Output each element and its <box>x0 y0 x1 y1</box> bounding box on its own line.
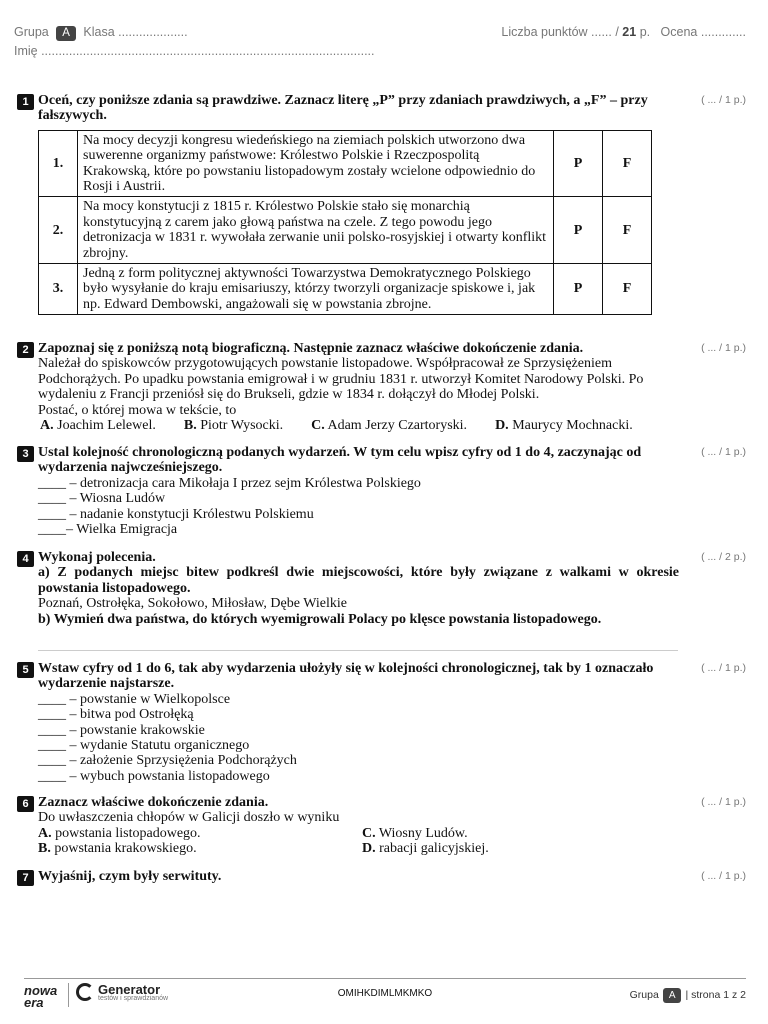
question-stem: Do uwłaszczenia chłopów w Galicji doszło w wyniku <box>38 810 340 826</box>
table-row <box>39 197 652 264</box>
statement-text: Jedną z form politycznej aktywności Towarzystwa Demokratycznego Polskiego było wysyłanie do kraju emisariuszy, którzy tworzyli organizacje spiskowe i, jak np. Edward Dembowski, angażowali się w powstania zbrojne. <box>78 264 554 315</box>
answer-option[interactable]: B. powstania krakowskiego. <box>38 841 197 857</box>
name-field: Imię ................................................................................................ <box>14 44 375 58</box>
question-number: 1 <box>17 94 34 110</box>
answer-option[interactable]: A. Joachim Lelewel. <box>40 418 156 434</box>
question-5 <box>17 661 679 784</box>
list-item[interactable]: ____– Wielka Emigracja <box>38 522 178 538</box>
question-1 <box>17 93 679 315</box>
places-list[interactable]: Poznań, Ostrołęka, Sokołowo, Miłosław, Dębe Wielkie <box>38 596 347 612</box>
answer-option[interactable]: C. Wiosny Ludów. <box>362 825 468 841</box>
header-group <box>14 25 188 41</box>
answer-options <box>40 418 679 433</box>
question-title: Wstaw cyfry od 1 do 6, tak aby wydarzenia ułożyły się w kolejności chronologicznej, tak by 1 oznaczało wydarzenie najstarsze. <box>38 661 654 692</box>
list-item[interactable]: ____ – nadanie konstytucji Królestwu Polskiemu <box>38 506 314 522</box>
false-option[interactable]: F <box>603 130 652 197</box>
generator-logo: Generator testów i sprawdzianów <box>76 982 168 1002</box>
points-unit: p. <box>639 25 651 39</box>
question-6 <box>17 795 679 857</box>
question-7-points: ( ... / 1 p.) <box>701 870 746 882</box>
grade-field: Ocena ............. <box>660 25 746 39</box>
false-option[interactable]: F <box>603 197 652 264</box>
question-number: 2 <box>17 342 34 358</box>
task-b: b) Wymień dwa państwa, do których wyemigrowali Polacy po klęsce powstania listopadowego. <box>38 611 602 627</box>
question-number: 3 <box>17 446 34 462</box>
row-number: 1. <box>39 130 78 197</box>
test-code: OMIHKDIMLMKMKO <box>337 988 433 999</box>
question-title: Zaznacz właściwe dokończenie zdania. <box>38 795 269 810</box>
list-item[interactable]: ____ – detronizacja cara Mikołaja I przez sejm Królestwa Polskiego <box>38 475 421 491</box>
question-5-points: ( ... / 1 p.) <box>701 662 746 674</box>
answer-option[interactable]: B. Piotr Wysocki. <box>183 418 284 434</box>
nowa-era-logo: nowa era <box>24 983 58 1010</box>
header-score <box>501 25 746 39</box>
question-3-points: ( ... / 1 p.) <box>701 446 746 458</box>
answer-option[interactable]: A. powstania listopadowego. <box>38 825 201 841</box>
question-2-points: ( ... / 1 p.) <box>701 342 746 354</box>
question-6-points: ( ... / 1 p.) <box>701 796 746 808</box>
question-number: 7 <box>17 870 34 886</box>
question-2 <box>17 341 679 433</box>
true-option[interactable]: P <box>554 130 603 197</box>
biography-text: Należał do spiskowców przygotowujących powstanie listopadowe. Współpracował ze Sprzysiężeniem Podchorążych. Po upadku powstania emigrował i w grudniu 1831 r. utworzył Komitet Narodowy Polski. Po wydaleniu z Francji przeniósł się do Brukseli, gdzie w 1834 r. dołączył do Młodej Polski. <box>38 356 644 403</box>
question-title: Ustal kolejność chronologiczną podanych wydarzeń. W tym celu wpisz cyfry od 1 do 4, zaczynając od wydarzenia najwcześniejszego. <box>38 445 642 476</box>
answer-option[interactable]: D. rabacji galicyjskiej. <box>362 841 489 857</box>
question-1-points: ( ... / 1 p.) <box>701 94 746 106</box>
page-indicator: Grupa A | strona 1 z 2 <box>629 989 746 1001</box>
answer-line[interactable] <box>38 650 678 651</box>
question-3 <box>17 445 679 537</box>
list-item[interactable]: ____ – założenie Sprzysiężenia Podchorążych <box>38 753 297 769</box>
row-number: 2. <box>39 197 78 264</box>
question-title: Zapoznaj się z poniższą notą biograficzną. Następnie zaznacz właściwe dokończenie zdania. <box>38 341 584 356</box>
question-4 <box>17 550 679 627</box>
class-field: Klasa .................... <box>83 25 188 39</box>
group-badge: A <box>663 988 682 1003</box>
points-label: Liczba punktów ...... / <box>501 25 619 39</box>
list-item[interactable]: ____ – powstanie krakowskie <box>38 722 205 738</box>
question-number: 6 <box>17 796 34 812</box>
answer-options <box>38 826 679 857</box>
points-total: 21 <box>622 25 637 39</box>
question-number: 4 <box>17 551 34 567</box>
list-item[interactable]: ____ – powstanie w Wielkopolsce <box>38 691 231 707</box>
group-label: Grupa <box>14 25 49 39</box>
row-number: 3. <box>39 264 78 315</box>
list-item[interactable]: ____ – bitwa pod Ostrołęką <box>38 707 194 723</box>
group-badge: A <box>56 26 76 41</box>
false-option[interactable]: F <box>603 264 652 315</box>
list-item[interactable]: ____ – wydanie Statutu organicznego <box>38 738 250 754</box>
statement-text: Na mocy decyzji kongresu wiedeńskiego na ziemiach polskich utworzono dwa suwerenne organizmy państwowe: Królestwo Polskie i Rzeczpospolitą Krakowską, które po powstaniu listopadowym zostały wcielone odpowiednio do Rosji i Austrii. <box>78 130 554 197</box>
answer-option[interactable]: C. Adam Jerzy Czartoryski. <box>311 418 468 434</box>
question-stem: Postać, o której mowa w tekście, to <box>38 402 237 418</box>
task-a: a) Z podanych miejsc bitew podkreśl dwie miejscowości, które były związane z walkami w okresie powstania listopadowego. <box>38 565 679 596</box>
question-title: Oceń, czy poniższe zdania są prawdziwe. Zaznacz literę „P” przy zdaniach prawdziwych, a „F” – przy fałszywych. <box>38 93 648 124</box>
answer-option[interactable]: D. Maurycy Mochnacki. <box>495 418 633 434</box>
list-item[interactable]: ____ – Wiosna Ludów <box>38 491 166 507</box>
list-item[interactable]: ____ – wybuch powstania listopadowego <box>38 768 270 784</box>
question-4-points: ( ... / 2 p.) <box>701 551 746 563</box>
table-row <box>39 264 652 315</box>
question-title: Wykonaj polecenia. <box>38 550 156 565</box>
statement-text: Na mocy konstytucji z 1815 r. Królestwo Polskie stało się monarchią konstytucyjną z carem jako głową państwa na czele. Z tego powodu jego detronizacja w 1831 r. wywołała zerwanie unii polsko-rosyjskiej i otwarty konflikt zbrojny. <box>78 197 554 264</box>
table-row <box>39 130 652 197</box>
true-option[interactable]: P <box>554 197 603 264</box>
question-7 <box>17 869 679 884</box>
question-number: 5 <box>17 662 34 678</box>
question-title: Wyjaśnij, czym były serwituty. <box>38 869 222 884</box>
page-footer <box>24 978 746 1019</box>
true-option[interactable]: P <box>554 264 603 315</box>
true-false-table <box>38 130 652 315</box>
